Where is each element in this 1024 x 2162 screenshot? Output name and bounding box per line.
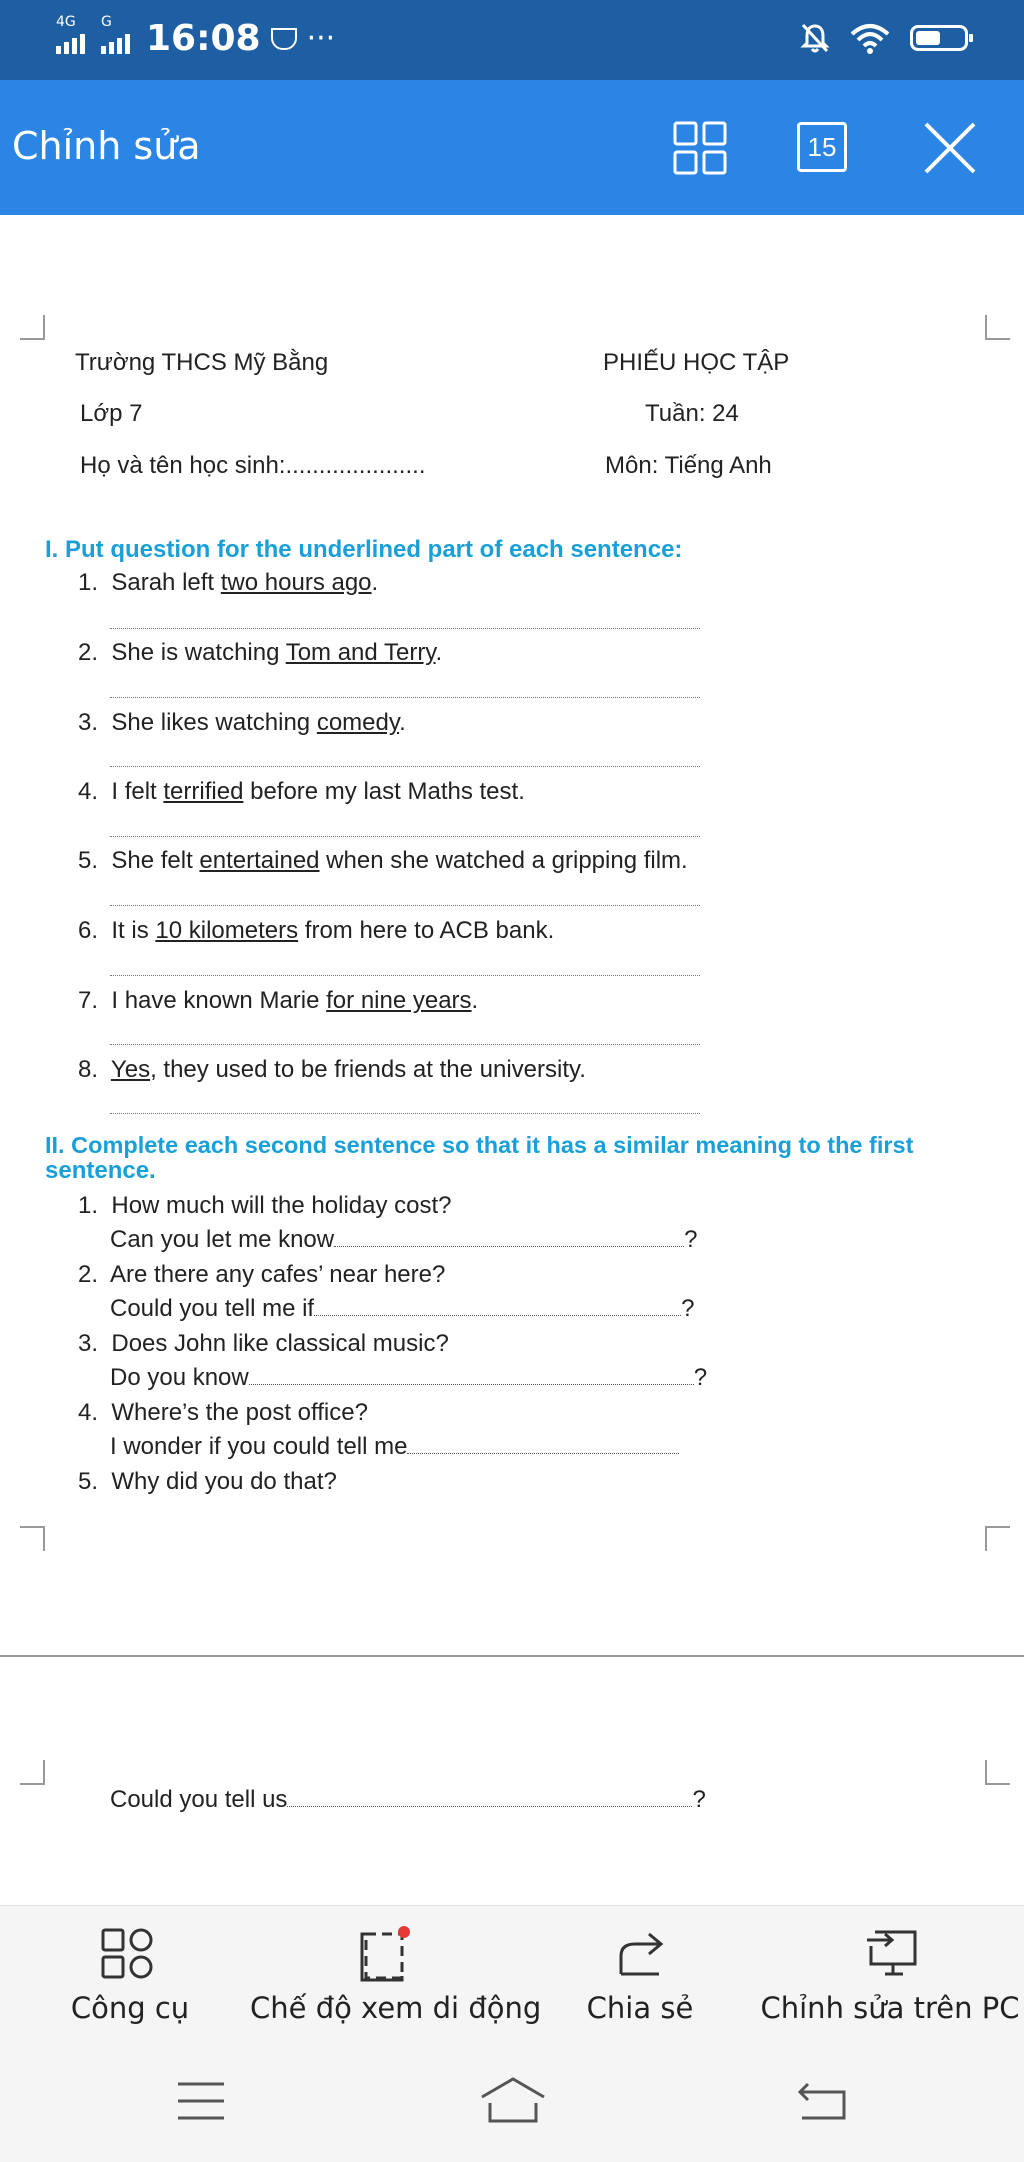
answer-end: ? — [692, 1786, 706, 1813]
answer-line[interactable] — [110, 1044, 700, 1045]
item-number: 6. — [78, 917, 99, 944]
system-nav-bar — [0, 2045, 1024, 2162]
document-view[interactable] — [0, 215, 1024, 1905]
item-question: Why did you do that? — [111, 1468, 337, 1495]
status-right — [800, 22, 968, 54]
list-item — [78, 1398, 368, 1428]
item-text-end: before my last Maths test. — [243, 778, 525, 805]
answer-line[interactable] — [110, 836, 700, 837]
item-number: 7. — [78, 987, 99, 1014]
item-answer — [110, 1432, 679, 1462]
answer-line[interactable] — [110, 975, 700, 976]
edit-on-pc-button[interactable] — [760, 1906, 1020, 2046]
status-left — [56, 13, 336, 59]
answer-blank[interactable] — [249, 1383, 694, 1385]
underlined-part: 10 kilometers — [155, 917, 299, 944]
answer-prompt: Could you tell us — [110, 1786, 288, 1813]
answer-blank[interactable] — [314, 1314, 681, 1316]
answer-prompt: I wonder if you could tell me — [110, 1433, 408, 1460]
mobile-view-label: Chế độ xem di động — [250, 1991, 542, 2025]
status-time: 16:08 — [146, 18, 261, 59]
item-number: 1. — [78, 1192, 99, 1219]
school-name: Trường THCS Mỹ Bằng — [75, 349, 329, 376]
answer-line[interactable] — [110, 1113, 700, 1114]
list-item — [78, 846, 688, 876]
list-item — [78, 1260, 445, 1290]
item-text-end: from here to ACB bank. — [298, 917, 555, 944]
item-number: 1. — [78, 569, 99, 596]
sheet-title: PHIẾU HỌC TẬP — [603, 349, 790, 376]
tools-icon — [101, 1928, 159, 1980]
item-number: 5. — [78, 847, 99, 874]
student-name-label: Họ và tên học sinh:..................... — [80, 452, 426, 479]
item-text: She is watching — [111, 639, 286, 666]
list-item — [78, 1191, 452, 1221]
page-corner-mark — [984, 1525, 1010, 1551]
answer-blank[interactable] — [334, 1245, 684, 1247]
wifi-icon — [850, 22, 890, 54]
item-number: 4. — [78, 778, 99, 805]
page-count: 15 — [807, 132, 837, 162]
item-number: 2. — [78, 639, 99, 666]
item-question: Are there any cafes’ near here? — [110, 1261, 446, 1288]
item-text-end: . — [471, 987, 479, 1014]
underlined-part: entertained — [199, 847, 320, 874]
item-text-end: . — [435, 639, 443, 666]
tools-label: Công cụ — [70, 1991, 190, 2025]
back-icon[interactable] — [798, 2080, 848, 2122]
underlined-part: Tom and Terry — [285, 639, 436, 666]
tools-button[interactable] — [60, 1906, 200, 2046]
underlined-part: two hours ago — [220, 569, 372, 596]
item-answer — [110, 1363, 707, 1393]
item-text: It is — [111, 917, 156, 944]
section-1-title: I. Put question for the underlined part of each sentence: — [45, 536, 683, 563]
share-icon — [615, 1926, 667, 1978]
page-count-button[interactable] — [797, 122, 847, 172]
class-label: Lớp 7 — [80, 400, 143, 427]
list-item — [78, 777, 525, 807]
list-item — [78, 638, 442, 668]
bell-mute-icon — [800, 22, 830, 54]
answer-end: ? — [681, 1295, 695, 1322]
item-number: 2. — [78, 1261, 99, 1288]
item-text-end: , they used to be friends at the university. — [150, 1056, 586, 1083]
mobile-view-icon — [360, 1924, 416, 1984]
answer-end: ? — [684, 1226, 698, 1253]
week-label: Tuần: 24 — [645, 400, 739, 427]
bottom-toolbar — [0, 1905, 1024, 2046]
answer-line[interactable] — [110, 697, 700, 698]
grid-view-icon[interactable] — [672, 120, 728, 176]
section-2-title-line2: sentence. — [45, 1157, 156, 1184]
signal-icon-2 — [101, 13, 130, 54]
item-answer — [110, 1294, 694, 1324]
answer-line[interactable] — [110, 766, 700, 767]
item-number: 4. — [78, 1399, 99, 1426]
item-text: I felt — [111, 778, 164, 805]
close-icon[interactable] — [922, 120, 978, 176]
list-item — [78, 916, 554, 946]
answer-prompt: Could you tell me if — [110, 1295, 315, 1322]
list-item — [78, 986, 478, 1016]
edit-on-pc-label: Chỉnh sửa trên PC — [760, 1991, 1020, 2025]
item-text-end: when she watched a gripping film. — [319, 847, 688, 874]
share-label: Chia sẻ — [586, 1991, 694, 2025]
signal-icon — [56, 13, 85, 54]
item-number: 3. — [78, 709, 99, 736]
item-answer — [110, 1225, 697, 1255]
item-text: She likes watching — [111, 709, 317, 736]
battery-icon — [910, 25, 968, 51]
answer-blank[interactable] — [287, 1805, 692, 1807]
answer-blank[interactable] — [407, 1452, 679, 1454]
underlined-part: comedy — [316, 709, 400, 736]
page-corner-mark — [984, 1760, 1010, 1786]
item-question: Where’s the post office? — [111, 1399, 368, 1426]
item-text: She felt — [111, 847, 200, 874]
page-corner-mark — [20, 315, 46, 341]
item-answer — [110, 1785, 706, 1815]
item-number: 8. — [78, 1056, 99, 1083]
item-text-end: . — [371, 569, 379, 596]
pc-edit-icon — [865, 1926, 921, 1982]
app-title: Chỉnh sửa — [12, 124, 201, 168]
home-icon[interactable] — [478, 2075, 548, 2125]
subject-label: Môn: Tiếng Anh — [605, 452, 772, 479]
list-item — [78, 1055, 586, 1085]
item-text-end: . — [399, 709, 406, 736]
app-bar — [0, 80, 1024, 215]
underlined-part: terrified — [163, 778, 244, 805]
underlined-part: Yes — [110, 1056, 151, 1083]
page-corner-mark — [20, 1760, 46, 1786]
page-corner-mark — [20, 1525, 46, 1551]
answer-end: ? — [693, 1364, 708, 1391]
network-label-2: G — [101, 13, 112, 30]
list-item — [78, 1329, 449, 1359]
answer-line[interactable] — [110, 628, 700, 629]
menu-icon[interactable] — [176, 2080, 226, 2122]
item-number: 3. — [78, 1330, 99, 1357]
answer-prompt: Do you know — [110, 1364, 249, 1391]
item-question: How much will the holiday cost? — [111, 1192, 452, 1219]
list-item — [78, 568, 378, 598]
page-separator — [0, 1655, 1024, 1657]
item-text: I have known Marie — [111, 987, 327, 1014]
list-item — [78, 708, 406, 738]
item-number: 5. — [78, 1468, 99, 1495]
network-label-1: 4G — [56, 13, 76, 30]
status-app-icon — [271, 28, 297, 50]
status-bar — [0, 0, 1024, 80]
section-2-title-line1: II. Complete each second sentence so that it has a similar meaning to the first — [45, 1132, 914, 1158]
mobile-view-button[interactable] — [250, 1906, 542, 2046]
answer-line[interactable] — [110, 905, 700, 906]
underlined-part: for nine years — [326, 987, 472, 1014]
answer-prompt: Can you let me know — [110, 1226, 335, 1253]
share-button[interactable] — [570, 1906, 710, 2046]
status-more: ··· — [306, 21, 336, 56]
item-text: Sarah left — [111, 569, 221, 596]
item-question: Does John like classical music? — [111, 1330, 449, 1357]
list-item — [78, 1467, 337, 1497]
page-corner-mark — [984, 315, 1010, 341]
